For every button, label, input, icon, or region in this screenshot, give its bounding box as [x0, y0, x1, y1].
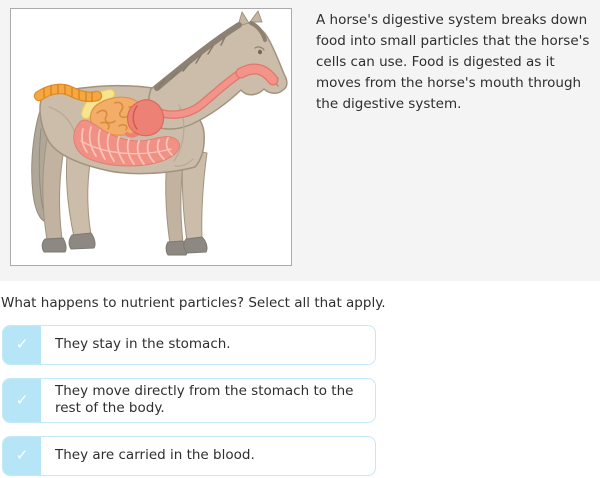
option-label: They move directly from the stomach to the rest of the body.: [55, 382, 354, 417]
question-text: What happens to nutrient particles? Select all that apply.: [1, 295, 386, 311]
horse-ear: [250, 11, 262, 22]
horse-digestive-illustration: [11, 9, 291, 265]
checkbox[interactable]: [3, 326, 41, 364]
check-icon: ✓: [15, 390, 29, 409]
answer-option[interactable]: [2, 325, 376, 365]
option-label: They stay in the stomach.: [55, 335, 231, 352]
info-text: A horse's digestive system breaks down food into small particles that the horse's cells can use. Food is digested as it moves from the horse's mouth through the digestive system.: [316, 12, 590, 112]
answer-option[interactable]: [2, 378, 376, 423]
check-icon: ✓: [15, 335, 29, 354]
option-label: They are carried in the blood.: [55, 446, 255, 463]
answer-option[interactable]: [2, 436, 376, 476]
answer-options: [2, 325, 378, 476]
illustration-panel: [10, 8, 292, 266]
horse-eye: [258, 50, 262, 55]
horse-body: [32, 11, 287, 255]
checkbox[interactable]: [3, 437, 41, 475]
check-icon: ✓: [15, 446, 29, 465]
checkbox[interactable]: [3, 379, 41, 422]
